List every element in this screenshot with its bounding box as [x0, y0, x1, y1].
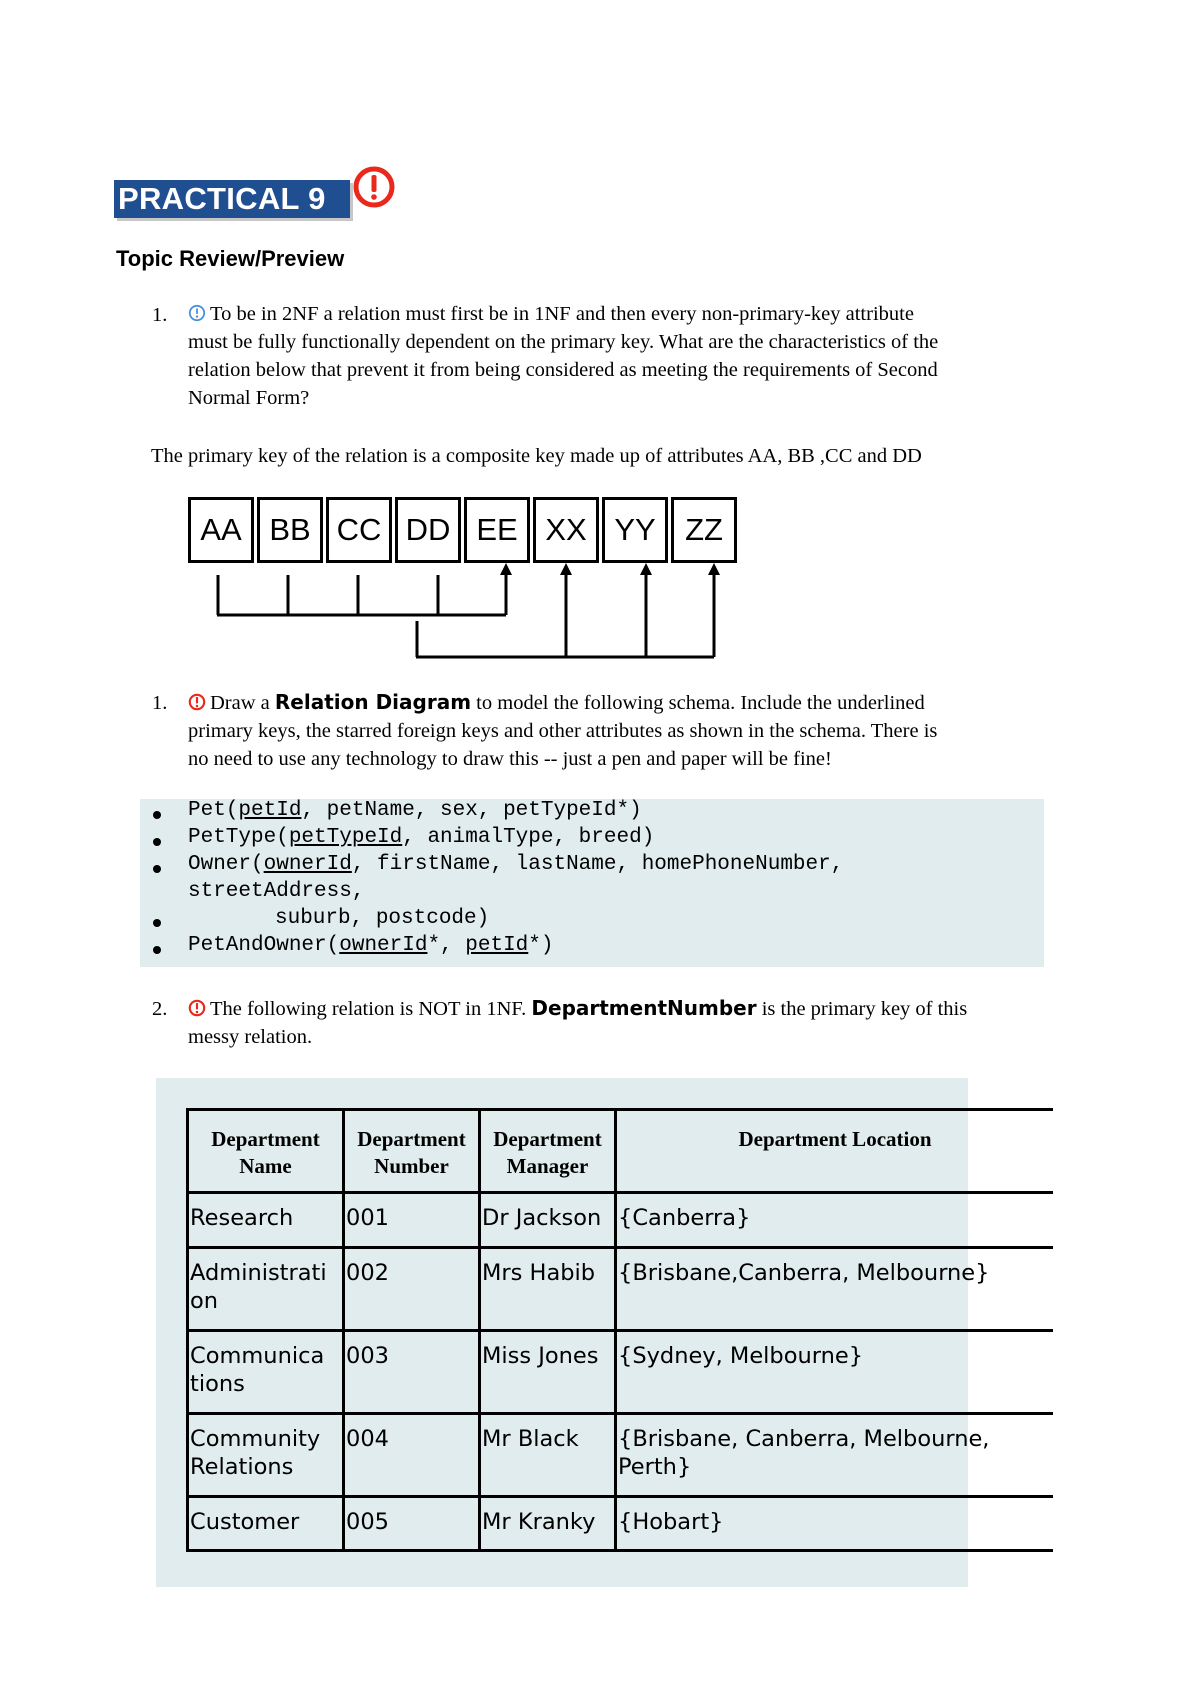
table-rule — [186, 1329, 1053, 1332]
table-cell-location: {Hobart} — [618, 1509, 724, 1535]
schema-owner-cont: streetAddress, — [188, 880, 365, 903]
attr-ee: EE — [464, 497, 530, 563]
q3-line-1-post: is the primary key of this — [761, 998, 968, 1020]
table-rule — [186, 1495, 1053, 1498]
table-cell-number: 001 — [346, 1205, 389, 1231]
table-cell-manager: Mrs Habib — [482, 1260, 596, 1286]
table-rule — [186, 1549, 1053, 1552]
table-cell-name: Customer — [190, 1509, 300, 1535]
table-cell-name: Administrati on — [190, 1260, 327, 1314]
table-cell-number: 002 — [346, 1260, 389, 1286]
schema-owner: Owner(ownerId, firstName, lastName, homePhoneNumber, — [188, 853, 844, 876]
q1-line-4: Normal Form? — [188, 387, 310, 409]
q2-line-1-post: to model the following schema. Include the underlined — [476, 692, 925, 714]
attr-cc: CC — [326, 497, 392, 563]
table-cell-location: {Canberra} — [618, 1205, 751, 1231]
attr-yy: YY — [602, 497, 668, 563]
section-heading: Topic Review/Preview — [116, 246, 345, 271]
q2-line-3: no need to use any technology to draw this -- just a pen and paper will be fine! — [188, 748, 832, 770]
table-header-location: Department Location — [738, 1127, 932, 1151]
table-rule — [614, 1108, 617, 1552]
key-sentence: The primary key of the relation is a composite key made up of attributes AA, BB ,CC and DD — [151, 445, 922, 467]
table-rule — [186, 1108, 1053, 1111]
table-header-name: Department Name — [211, 1127, 320, 1178]
q2-line-2: primary keys, the starred foreign keys and other attributes as shown in the schema. There is — [188, 720, 938, 742]
table-header-number: Department Number — [357, 1127, 466, 1178]
table-cell-location: {Brisbane, Canberra, Melbourne, Perth} — [618, 1426, 990, 1480]
q3-line-2: messy relation. — [188, 1026, 313, 1048]
table-rule — [186, 1246, 1053, 1249]
q3-line-1-bold: DepartmentNumber — [531, 996, 757, 1020]
table-cell-manager: Dr Jackson — [482, 1205, 602, 1231]
table-cell-manager: Mr Black — [482, 1426, 579, 1452]
table-cell-name: Community Relations — [190, 1426, 321, 1480]
q1-line-3: relation below that prevent it from being considered as meeting the requirements of Second — [188, 359, 938, 381]
attr-dd: DD — [395, 497, 461, 563]
table-rule — [186, 1412, 1053, 1415]
q2-number: 1. — [152, 692, 168, 714]
table-header-manager: Department Manager — [493, 1127, 602, 1178]
q2-line-1-bold: Relation Diagram — [274, 690, 472, 714]
q3-number: 2. — [152, 998, 168, 1020]
q2-line-1-pre: Draw a — [210, 692, 270, 714]
table-cell-manager: Miss Jones — [482, 1343, 599, 1369]
schema-petandowner: PetAndOwner(ownerId*, petId*) — [188, 934, 554, 957]
table-cell-number: 004 — [346, 1426, 389, 1452]
schema-pet: Pet(petId, petName, sex, petTypeId*) — [188, 799, 642, 822]
q3-line-1-pre: The following relation is NOT in 1NF. — [210, 998, 527, 1020]
table-cell-location: {Sydney, Melbourne} — [618, 1343, 864, 1369]
q1-number: 1. — [152, 304, 168, 326]
table-cell-manager: Mr Kranky — [482, 1509, 596, 1535]
attr-zz: ZZ — [671, 497, 737, 563]
table-rule — [186, 1191, 1053, 1194]
table-cell-name: Communica tions — [190, 1343, 325, 1397]
page-title: PRACTICAL 9 — [118, 181, 326, 216]
attr-xx: XX — [533, 497, 599, 563]
q1-line-1: To be in 2NF a relation must first be in 1NF and then every non-primary-key attribute — [210, 303, 914, 325]
attr-bb: BB — [257, 497, 323, 563]
q1-line-2: must be fully functionally dependent on the primary key. What are the characteristics of the — [188, 331, 939, 353]
attr-aa: AA — [188, 497, 254, 563]
table-cell-name: Research — [190, 1205, 294, 1231]
table-cell-location: {Brisbane,Canberra, Melbourne} — [618, 1260, 990, 1286]
schema-pettype: PetType(petTypeId, animalType, breed) — [188, 826, 655, 849]
schema-suburb: suburb, postcode) — [275, 907, 490, 930]
table-cell-number: 003 — [346, 1343, 389, 1369]
table-cell-number: 005 — [346, 1509, 389, 1535]
